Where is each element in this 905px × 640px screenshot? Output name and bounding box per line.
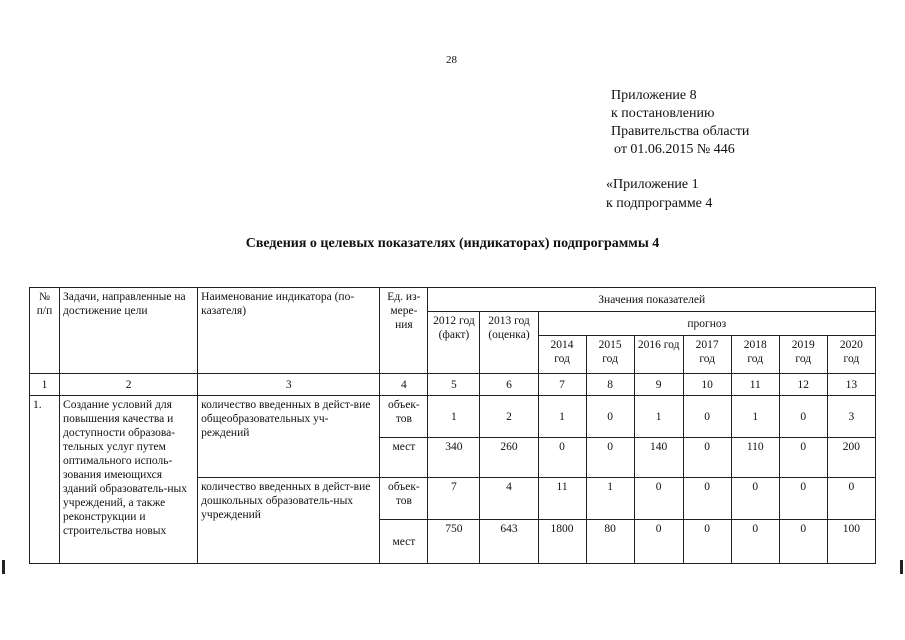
sub-appendix-block <box>606 175 712 213</box>
header-forecast-year: 2019 год <box>779 336 827 374</box>
header-forecast-year: 2018 год <box>731 336 779 374</box>
column-number: 6 <box>480 374 538 396</box>
column-number: 4 <box>380 374 428 396</box>
unit-cell: объек-тов <box>380 396 428 438</box>
unit-cell: мест <box>380 520 428 564</box>
value-cell: 0 <box>586 396 634 438</box>
column-number: 8 <box>586 374 634 396</box>
column-number: 3 <box>198 374 380 396</box>
value-cell: 2 <box>480 396 538 438</box>
value-cell: 0 <box>634 478 683 520</box>
value-cell: 0 <box>779 520 827 564</box>
value-cell: 1 <box>731 396 779 438</box>
column-number: 12 <box>779 374 827 396</box>
unit-cell: мест <box>380 438 428 478</box>
header-forecast-year: 2016 год <box>634 336 683 374</box>
column-number: 10 <box>683 374 731 396</box>
unit-cell: объек-тов <box>380 478 428 520</box>
sub-appendix-line: к подпрограмме 4 <box>606 196 713 211</box>
column-number: 2 <box>60 374 198 396</box>
value-cell: 1 <box>428 396 480 438</box>
indicators-table <box>29 287 876 564</box>
column-number: 1 <box>30 374 60 396</box>
value-cell: 0 <box>586 438 634 478</box>
row-task: Создание условий для повышения качества и доступности образова-тельных услуг путем оптимального исполь-зования имеющихся зданий образователь-ных учреждений, а также реконструкции и строительства новых <box>60 396 198 564</box>
value-cell: 260 <box>480 438 538 478</box>
value-cell: 0 <box>731 478 779 520</box>
value-cell: 7 <box>428 478 480 520</box>
value-cell: 0 <box>683 520 731 564</box>
header-unit: Ед. из-мере-ния <box>380 288 428 374</box>
value-cell: 140 <box>634 438 683 478</box>
appendix-line: к постановлению <box>611 106 715 121</box>
header-forecast-year: 2014 год <box>538 336 586 374</box>
value-cell: 1 <box>586 478 634 520</box>
value-cell: 750 <box>428 520 480 564</box>
value-cell: 0 <box>538 438 586 478</box>
value-cell: 1 <box>634 396 683 438</box>
value-cell: 643 <box>480 520 538 564</box>
header-year-2012: 2012 год (факт) <box>428 312 480 374</box>
value-cell: 0 <box>731 520 779 564</box>
header-year-2013: 2013 год (оценка) <box>480 312 538 374</box>
value-cell: 200 <box>827 438 875 478</box>
value-cell: 0 <box>827 478 875 520</box>
indicator-name: количество введенных в дейст-вие дошкольных образователь-ных учреждений <box>198 478 380 564</box>
value-cell: 110 <box>731 438 779 478</box>
appendix-line: Приложение 8 <box>611 88 697 103</box>
value-cell: 0 <box>779 396 827 438</box>
column-number: 11 <box>731 374 779 396</box>
value-cell: 1800 <box>538 520 586 564</box>
sub-appendix-line: «Приложение 1 <box>606 177 699 192</box>
appendix-block <box>611 87 749 159</box>
document-title: Сведения о целевых показателях (индикаторах) подпрограммы 4 <box>245 236 660 251</box>
column-number: 9 <box>634 374 683 396</box>
appendix-line: от 01.06.2015 № 446 <box>614 142 735 157</box>
header-forecast-year: 2015 год <box>586 336 634 374</box>
row-num: 1. <box>30 396 60 564</box>
header-num: № п/п <box>30 288 60 374</box>
value-cell: 0 <box>683 396 731 438</box>
value-cell: 0 <box>779 478 827 520</box>
indicator-name: количество введенных в дейст-вие общеобразовательных уч-реждений <box>198 396 380 478</box>
column-number: 5 <box>428 374 480 396</box>
value-cell: 11 <box>538 478 586 520</box>
header-indicator: Наименование индикатора (по-казателя) <box>198 288 380 374</box>
scan-edge-mark <box>2 560 5 574</box>
value-cell: 1 <box>538 396 586 438</box>
column-number: 7 <box>538 374 586 396</box>
header-forecast: прогноз <box>538 312 875 336</box>
appendix-line: Правительства области <box>611 124 750 139</box>
header-tasks: Задачи, направленные на достижение цели <box>60 288 198 374</box>
value-cell: 80 <box>586 520 634 564</box>
value-cell: 4 <box>480 478 538 520</box>
value-cell: 0 <box>779 438 827 478</box>
value-cell: 340 <box>428 438 480 478</box>
scan-edge-mark <box>900 560 903 574</box>
page-number: 28 <box>446 54 457 66</box>
value-cell: 0 <box>683 438 731 478</box>
value-cell: 100 <box>827 520 875 564</box>
column-number: 13 <box>827 374 875 396</box>
value-cell: 0 <box>683 478 731 520</box>
header-forecast-year: 2017 год <box>683 336 731 374</box>
table-row <box>30 396 876 438</box>
value-cell: 3 <box>827 396 875 438</box>
value-cell: 0 <box>634 520 683 564</box>
header-values: Значения показателей <box>428 288 876 312</box>
header-forecast-year: 2020 год <box>827 336 875 374</box>
